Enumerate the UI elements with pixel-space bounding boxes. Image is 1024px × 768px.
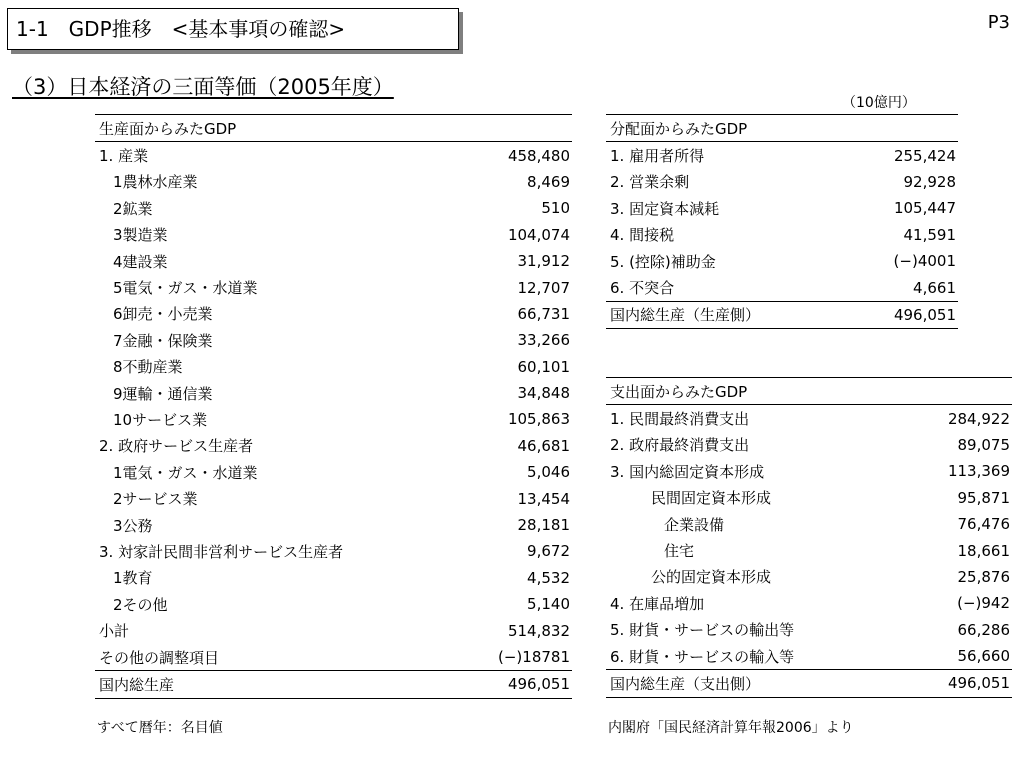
row-value: 105,447: [893, 199, 956, 218]
table-row: [606, 222, 958, 248]
row-value: 4,661: [913, 278, 956, 297]
production-gdp-table: [95, 114, 572, 699]
row-value: 5,140: [527, 595, 570, 614]
row-value: 33,266: [517, 331, 570, 350]
row-label: 国内総生産（支出側）: [606, 670, 893, 697]
table-row: [95, 248, 572, 274]
row-value: 514,832: [507, 621, 570, 640]
row-label: 小計: [99, 622, 130, 641]
table-row: [606, 617, 1012, 643]
row-label: 1教育: [113, 569, 153, 588]
row-label: 8不動産業: [113, 358, 183, 377]
row-label: 1. 民間最終消費支出: [610, 410, 750, 429]
row-label: 2その他: [113, 595, 168, 614]
table-row: [606, 511, 1012, 537]
row-label: 3. 対家計民間非営利サービス生産者: [99, 542, 344, 561]
table-header-row: [606, 115, 958, 142]
row-label: 2. 政府サービス生産者: [99, 437, 254, 456]
row-value: 496,051: [882, 301, 958, 328]
table-row: [606, 195, 958, 221]
row-label: その他の調整項目: [99, 648, 220, 667]
table-row: [95, 354, 572, 380]
table-row: [606, 590, 1012, 616]
table-row: [606, 405, 1012, 432]
row-label: 4. 在庫品増加: [610, 594, 705, 613]
section-heading: （3）日本経済の三面等価（2005年度）: [12, 75, 394, 99]
footer-note: すべて暦年：名目値: [97, 720, 223, 736]
row-value: 66,286: [957, 620, 1010, 639]
row-label: 3. 固定資本減耗: [610, 199, 720, 218]
table-row: [95, 591, 572, 617]
row-label: 2鉱業: [113, 199, 153, 218]
row-label: 6卸売・小売業: [113, 305, 213, 324]
slide-title: 1-1 GDP推移 <基本事項の確認>: [16, 17, 346, 41]
table-row: [606, 643, 1012, 670]
row-label: 企業設備: [664, 515, 725, 534]
page-number: P3: [987, 12, 1010, 33]
table-total-row: [606, 301, 958, 328]
row-value: 284,922: [947, 409, 1010, 428]
row-label: 10サービス業: [113, 410, 208, 429]
row-value: 89,075: [957, 435, 1010, 454]
row-label: 国内総生産: [95, 671, 496, 698]
row-value: 510: [541, 199, 570, 218]
distribution-gdp-table: [606, 114, 958, 329]
table-row: [95, 512, 572, 538]
table-row: [95, 380, 572, 406]
row-label: 1. 産業: [99, 147, 149, 166]
slide-title-box: [7, 8, 459, 50]
row-value: 31,912: [517, 252, 570, 271]
row-label: 2サービス業: [113, 490, 198, 509]
row-value: 255,424: [893, 146, 956, 165]
table-row: [95, 195, 572, 221]
row-value: 5,046: [527, 463, 570, 482]
row-label: 2. 営業余剰: [610, 173, 690, 192]
row-label: 国内総生産（生産側）: [606, 301, 882, 328]
table-row: [606, 564, 1012, 590]
row-value: 28,181: [517, 516, 570, 535]
row-value: 496,051: [893, 670, 1012, 697]
row-value: 113,369: [947, 462, 1010, 481]
row-value: (−)4001: [893, 252, 956, 271]
table-row: [95, 274, 572, 300]
table-total-row: [606, 670, 1012, 697]
row-value: (−)18781: [498, 648, 570, 666]
row-label: 4建設業: [113, 252, 168, 271]
row-label: 3製造業: [113, 226, 168, 245]
table-total-row: [95, 671, 572, 698]
row-label: 2. 政府最終消費支出: [610, 436, 750, 455]
row-label: 1農林水産業: [113, 173, 198, 192]
row-label: 3. 国内総固定資本形成: [610, 462, 765, 481]
row-value: 496,051: [496, 671, 572, 698]
table-row: [95, 301, 572, 327]
table-row: [606, 432, 1012, 458]
table-row: [95, 538, 572, 564]
row-label: 3公務: [113, 516, 153, 535]
row-label: 7金融・保険業: [113, 331, 213, 350]
row-label: 1. 雇用者所得: [610, 147, 705, 166]
row-value: 4,532: [527, 568, 570, 587]
row-label: 5電気・ガス・水道業: [113, 279, 258, 298]
row-value: 66,731: [517, 304, 570, 323]
table-row: [95, 142, 572, 169]
table-row: [606, 537, 1012, 563]
table-row: [95, 169, 572, 195]
table-row: [95, 617, 572, 643]
row-label: 住宅: [664, 542, 695, 561]
row-label: 分配面からみたGDP: [606, 115, 882, 142]
expenditure-gdp-table: [606, 377, 1012, 698]
row-value: [893, 378, 1012, 405]
row-value: 13,454: [517, 489, 570, 508]
row-label: 生産面からみたGDP: [95, 115, 496, 142]
row-value: 25,876: [957, 567, 1010, 586]
table-row: [606, 274, 958, 301]
row-label: 1電気・ガス・水道業: [113, 463, 258, 482]
table-row: [95, 644, 572, 671]
row-label: 民間固定資本形成: [651, 489, 772, 508]
table-row: [95, 406, 572, 432]
table-row: [606, 142, 958, 169]
row-value: 12,707: [517, 278, 570, 297]
row-value: 105,863: [507, 410, 570, 429]
row-label: 6. 財貨・サービスの輸入等: [610, 647, 795, 666]
table-row: [95, 459, 572, 485]
row-value: [496, 115, 572, 142]
row-value: 18,661: [957, 541, 1010, 560]
row-value: 9,672: [527, 542, 570, 561]
row-label: 支出面からみたGDP: [606, 378, 893, 405]
row-value: 56,660: [957, 647, 1010, 666]
row-value: (−)942: [957, 594, 1010, 613]
row-value: [882, 115, 958, 142]
row-value: 95,871: [957, 488, 1010, 507]
table-row: [606, 248, 958, 274]
table-row: [606, 169, 958, 195]
row-value: 8,469: [527, 172, 570, 191]
row-value: 458,480: [507, 146, 570, 165]
row-label: 6. 不突合: [610, 279, 675, 298]
row-label: 公的固定資本形成: [651, 568, 772, 587]
row-label: 9運輸・通信業: [113, 384, 213, 403]
table-row: [95, 433, 572, 459]
table-header-row: [606, 378, 1012, 405]
row-label: 5. (控除)補助金: [610, 252, 716, 271]
unit-label: （10億円）: [842, 95, 916, 111]
row-value: 92,928: [903, 172, 956, 191]
row-value: 34,848: [517, 384, 570, 403]
table-row: [606, 458, 1012, 484]
row-value: 60,101: [517, 357, 570, 376]
table-row: [95, 565, 572, 591]
row-value: 46,681: [517, 436, 570, 455]
row-value: 41,591: [903, 225, 956, 244]
row-label: 4. 間接税: [610, 226, 675, 245]
row-label: 5. 財貨・サービスの輸出等: [610, 621, 795, 640]
table-row: [95, 485, 572, 511]
row-value: 76,476: [957, 515, 1010, 534]
table-row: [95, 327, 572, 353]
table-row: [606, 485, 1012, 511]
table-header-row: [95, 115, 572, 142]
source-note: 内閣府「国民経済計算年報2006」より: [608, 720, 854, 736]
table-row: [95, 222, 572, 248]
row-value: 104,074: [507, 225, 570, 244]
